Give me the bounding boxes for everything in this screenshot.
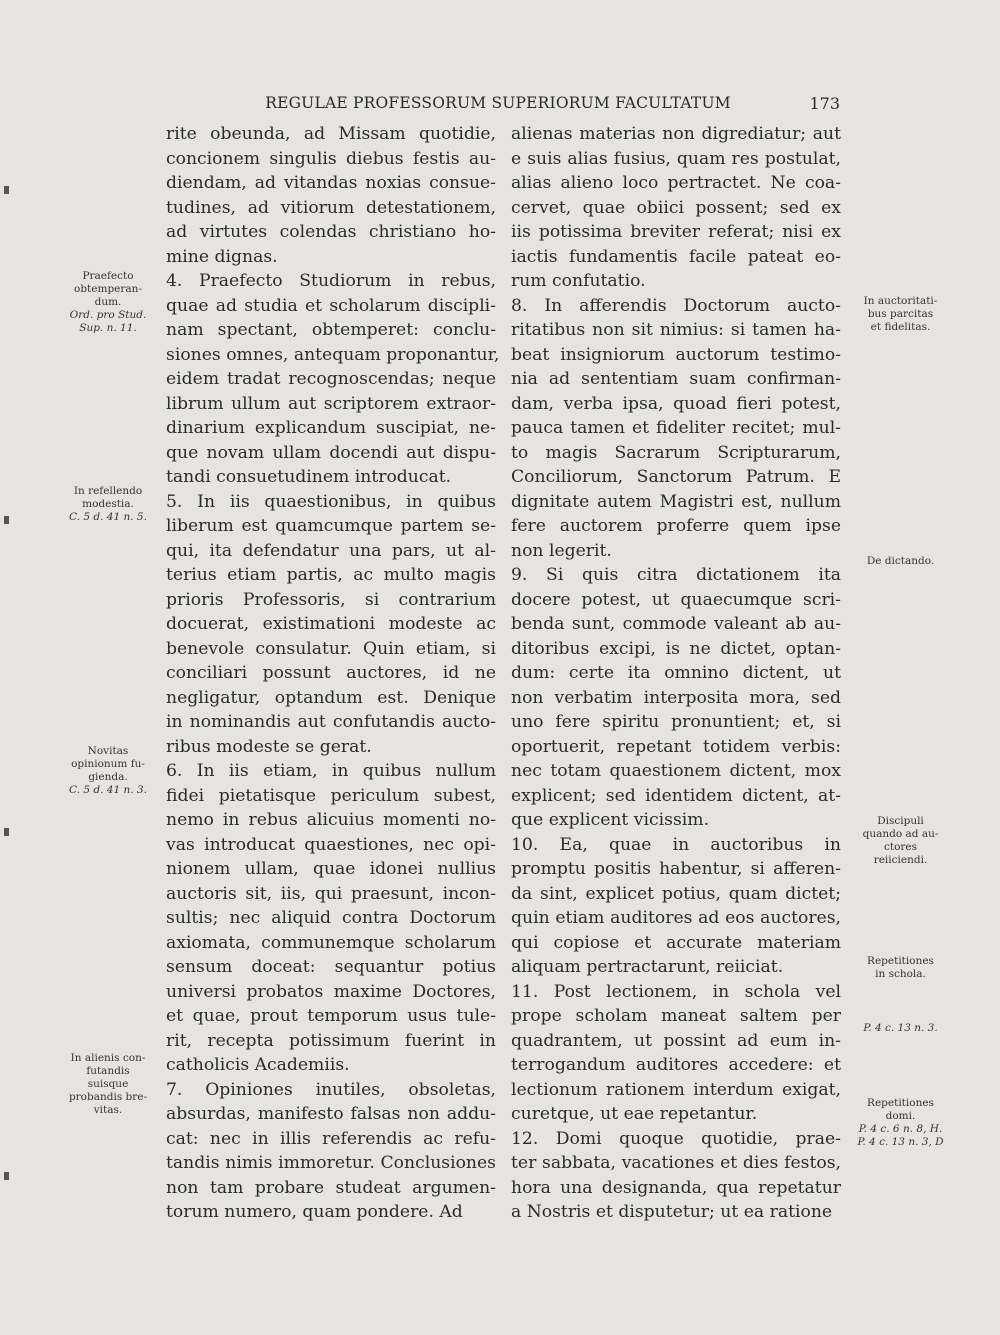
text-line: alias alieno loco pertractet. Ne coa- (511, 173, 841, 193)
text-line: cervet, quae obiici possent; sed ex (511, 197, 841, 218)
margin-note (58, 745, 158, 797)
text-line: vas introducat quaestiones, nec opi- (166, 834, 496, 855)
margin-note-line: vitas. (93, 1104, 123, 1116)
text-line: axiomata, communemque scholarum (166, 932, 496, 953)
text-line: quadrantem, ut possint ad eum in- (511, 1030, 841, 1051)
margin-note-reference: Sup. n. 11. (79, 322, 137, 334)
page-number: 173 (809, 94, 840, 113)
binding-mark (4, 828, 9, 836)
text-line: rite obeunda, ad Missam quotidie, (166, 124, 496, 144)
text-line: ritatibus non sit nimius: si tamen ha- (511, 320, 841, 340)
text-line: dam, verba ipsa, quoad fieri potest, (511, 393, 841, 414)
text-line: liberum est quamcumque partem se- (166, 516, 496, 536)
text-line: que explicent vicissim. (511, 810, 710, 830)
margin-note-line: dum. (94, 296, 122, 308)
margin-note-line: domi. (885, 1110, 916, 1122)
text-line: et quae, prout temporum usus tule- (166, 1006, 496, 1026)
text-line: que novam ullam docendi aut dispu- (166, 442, 496, 463)
text-line: qui copiose et accurate materiam (511, 932, 841, 953)
text-line: iactis fundamentis facile pateat eo- (511, 246, 841, 267)
text-line: ad virtutes colendas christiano ho- (166, 222, 496, 242)
text-line: quae ad studia et scholarum discipli- (166, 295, 496, 316)
text-line: da sint, explicet potius, quam dictet; (511, 883, 841, 904)
margin-note-reference: P. 4 c. 13 n. 3. (863, 1022, 938, 1034)
margin-note-line: in schola. (875, 968, 926, 980)
margin-note-line: Novitas (87, 745, 129, 757)
margin-note-reference: P. 4 c. 6 n. 8, H. (858, 1123, 943, 1135)
text-line: sensum doceat: sequantur potius (166, 957, 496, 977)
margin-note-line: gienda. (88, 771, 128, 783)
text-line: terius etiam partis, ac multo magis (166, 565, 496, 585)
text-line: dinarium explicandum suscipiat, ne- (166, 418, 496, 438)
text-line: absurdas, manifesto falsas non addu- (166, 1104, 496, 1124)
text-line: diendam, ad vitandas noxias consue- (166, 173, 496, 193)
text-line: docuerat, existimationi modeste ac (166, 614, 496, 634)
margin-note-reference: C. 5 d. 41 n. 3. (69, 784, 147, 796)
margin-note (853, 815, 948, 867)
text-line: tandi consuetudinem introducat. (166, 467, 452, 487)
text-line: tudines, ad vitiorum detestationem, (166, 197, 496, 218)
text-line: nec totam quaestionem dictent, mox (511, 761, 841, 781)
margin-note-line: opinionum fu- (71, 758, 145, 770)
text-line: ter sabbata, vacationes et dies festos, (511, 1153, 841, 1173)
margin-note-line: bus parcitas (867, 308, 934, 320)
right-text-column (511, 122, 841, 1225)
text-line: librum ullum aut scriptorem extraor- (166, 393, 496, 414)
text-line: rit, recepta potissimum fuerint in (166, 1030, 496, 1051)
margin-note-line: futandis (86, 1065, 130, 1077)
binding-mark (4, 1172, 9, 1180)
text-line: nia ad sententiam suam confirman- (511, 369, 841, 389)
text-line: universi probatos maxime Doctores, (166, 981, 496, 1002)
margin-note-line: probandis bre- (68, 1091, 148, 1103)
text-line: 11. Post lectionem, in schola vel (511, 981, 841, 1002)
text-line: torum numero, quam pondere. Ad (166, 1202, 463, 1222)
text-line: prope scholam maneat saltem per (511, 1006, 841, 1026)
margin-note-line: In alienis con- (70, 1052, 146, 1064)
margin-note-line: modestia. (82, 498, 134, 510)
left-text-column (166, 122, 500, 1225)
text-line: auctoris sit, iis, qui praesunt, incon- (166, 883, 496, 904)
text-line: fere auctorem proferre quem ipse (511, 516, 841, 536)
text-line: terrogandum auditores accedere: et (511, 1055, 841, 1075)
text-line: in nominandis aut confutandis aucto- (166, 712, 496, 732)
text-line: cat: nec in illis referendis ac refu- (166, 1128, 496, 1149)
text-line: qui, ita defendatur una pars, ut al- (166, 540, 496, 561)
text-line: docere potest, ut quaecumque scri- (511, 589, 841, 610)
text-line: curetque, ut eae repetantur. (511, 1104, 758, 1124)
text-line: sultis; nec aliquid contra Doctorum (166, 908, 496, 928)
text-line: uno fere spiritu pronuntient; et, si (511, 712, 841, 732)
margin-note-line: reiiciendi. (873, 854, 928, 866)
text-line: hora una designanda, qua repetatur (511, 1177, 841, 1198)
margin-note-line: ctores (883, 841, 918, 853)
text-line: siones omnes, antequam proponantur, (166, 344, 500, 365)
margin-note-line: et fidelitas. (870, 321, 931, 333)
text-line: 5. In iis quaestionibus, in quibus (166, 491, 496, 512)
text-line: aliquam pertractarunt, reiiciat. (511, 957, 784, 977)
margin-note (853, 955, 948, 981)
text-line: benda sunt, commode valeant ab au- (511, 614, 841, 634)
text-line: Conciliorum, Sanctorum Patrum. E (511, 467, 841, 487)
margin-note (58, 485, 158, 524)
text-line: iis potissima breviter referat; nisi ex (511, 222, 841, 242)
text-line: promptu positis habentur, si afferen- (511, 859, 841, 879)
margin-note (853, 1022, 948, 1035)
binding-mark (4, 186, 9, 194)
text-line: oportuerit, repetant totidem verbis: (511, 736, 841, 757)
text-line: dum: certe ita omnino dictent, ut (511, 663, 841, 683)
text-line: 4. Praefecto Studiorum in rebus, (166, 271, 496, 291)
running-header: REGULAE PROFESSORUM SUPERIORUM FACULTATUM (265, 94, 731, 112)
text-line: ribus modeste se gerat. (166, 736, 372, 757)
text-line: nionem ullam, quae idonei nullius (166, 859, 496, 879)
margin-note-line: Repetitiones (867, 955, 934, 967)
text-line: catholicis Academiis. (166, 1055, 350, 1075)
text-line: conciliari possunt auctores, id ne (166, 663, 496, 683)
margin-note-line: Discipuli (877, 815, 924, 827)
text-line: fidei pietatisque periculum subest, (166, 785, 496, 806)
text-line: beat insigniorum auctorum testimo- (511, 344, 841, 365)
text-line: 12. Domi quoque quotidie, prae- (511, 1128, 841, 1149)
text-line: non verbatim interposita mora, sed (511, 687, 841, 708)
binding-mark (4, 516, 9, 524)
margin-note-line: quando ad au- (862, 828, 939, 840)
margin-note-reference: C. 5 d. 41 n. 5. (69, 511, 147, 523)
text-line: non tam probare studeat argumen- (166, 1177, 496, 1198)
text-line: dignitate autem Magistri est, nullum (511, 491, 841, 512)
text-line: quin etiam auditores ad eos auctores, (511, 908, 841, 928)
text-line: non legerit. (511, 540, 612, 561)
text-line: eidem tradat recognoscendas; neque (166, 369, 496, 389)
text-line: alienas materias non digrediatur; aut (511, 124, 841, 144)
margin-note (853, 295, 948, 334)
margin-note-line: suisque (87, 1078, 129, 1090)
text-line: 7. Opiniones inutiles, obsoletas, (166, 1079, 496, 1100)
margin-note-reference: Ord. pro Stud. (69, 309, 147, 321)
text-line: tandis nimis immoretur. Conclusiones (166, 1153, 496, 1173)
text-line: 10. Ea, quae in auctoribus in (511, 834, 841, 855)
text-line: 8. In afferendis Doctorum aucto- (511, 295, 841, 316)
margin-note-reference: P. 4 c. 13 n. 3, D (857, 1136, 944, 1148)
margin-note (853, 1097, 948, 1149)
text-line: nemo in rebus alicuius momenti no- (166, 810, 496, 830)
text-line: e suis alias fusius, quam res postulat, (511, 148, 841, 169)
text-line: ditoribus excipi, is ne dictet, optan- (511, 638, 841, 659)
text-line: prioris Professoris, si contrarium (166, 589, 496, 610)
margin-note-line: De dictando. (866, 555, 935, 567)
text-line: negligatur, optandum est. Denique (166, 687, 496, 708)
text-line: concionem singulis diebus festis au- (166, 148, 496, 169)
text-line: nam spectant, obtemperet: conclu- (166, 320, 496, 340)
margin-note-line: In refellendo (73, 485, 143, 497)
margin-note (58, 270, 158, 335)
margin-note-line: In auctoritati- (863, 295, 938, 307)
text-line: benevole consulatur. Quin etiam, si (166, 638, 496, 659)
text-line: rum confutatio. (511, 271, 646, 291)
margin-note-line: obtemperan- (74, 283, 142, 295)
margin-note (58, 1052, 158, 1117)
text-line: 6. In iis etiam, in quibus nullum (166, 761, 496, 781)
text-line: to magis Sacrarum Scripturarum, (511, 442, 841, 463)
text-line: pauca tamen et fideliter recitet; mul- (511, 418, 841, 438)
text-line: lectionum rationem interdum exigat, (511, 1079, 841, 1100)
text-line: a Nostris et disputetur; ut ea ratione (511, 1202, 833, 1222)
text-line: mine dignas. (166, 246, 278, 267)
text-line: explicent; sed identidem dictent, at- (511, 785, 841, 806)
margin-note (853, 555, 948, 568)
margin-note-line: Praefecto (82, 270, 134, 282)
text-line: 9. Si quis citra dictationem ita (511, 565, 841, 585)
margin-note-line: Repetitiones (867, 1097, 934, 1109)
